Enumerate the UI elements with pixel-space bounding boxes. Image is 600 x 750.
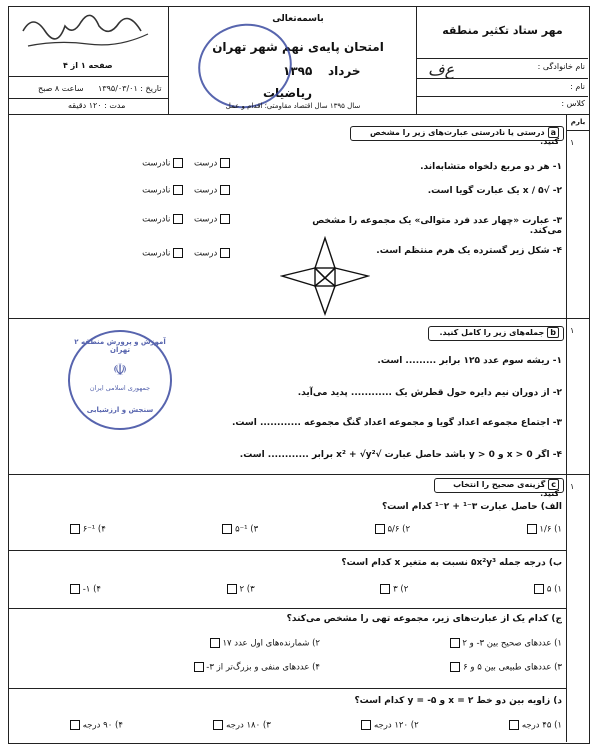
option-c4-1: ۱) ۴۵ درجه [521,720,562,731]
name-label: نام : [570,82,585,91]
choice-c4-2[interactable] [361,720,371,730]
true-label-3: درست [193,214,218,225]
exam-date: تاریخ : ۱۳۹۵/۰۳/۰۱ [98,84,162,93]
tf-row-2 [90,185,230,196]
ministry-stamp-bottom: سنجش و ارزشیابی [86,406,154,414]
copy-office-label: مهر ستاد تکثیر منطقه [442,24,563,37]
false-checkbox-1[interactable] [173,158,183,168]
pyramid-net-icon [280,236,370,316]
family-name-label: نام خانوادگی : [537,62,585,71]
option-c2-3: ۳) ۲ [239,584,255,595]
option-c4-3: ۳) ۱۸۰ درجه [226,720,271,731]
question-c4: د) زاویه بین دو خط x = ۲ و y = -۵ کدام است؟ [354,696,562,706]
ministry-stamp-sub: جمهوری اسلامی ایران [89,384,151,392]
true-checkbox-2[interactable] [220,185,230,195]
choice-c1-2[interactable] [375,524,385,534]
choice-c2-2[interactable] [380,584,390,594]
false-label-3: نادرست [142,214,171,225]
option-c1-2: ۲) ۵/۶ [387,524,411,535]
section-b-title-text: جمله‌های زیر را کامل کنید. [439,328,545,337]
exam-time: ساعت ۸ صبح [38,84,84,93]
score-column-header: بارم [570,118,586,126]
false-label-4: نادرست [142,248,171,259]
option-c3-3-row [340,662,562,673]
tf-row-3 [90,214,230,225]
true-checkbox-3[interactable] [220,214,230,224]
option-c4-2: ۲) ۱۲۰ درجه [373,720,419,731]
choice-c2-1[interactable] [534,584,544,594]
true-label-2: درست [193,185,218,196]
question-a1: ۱- هر دو مربع دلخواه متشابه‌اند. [420,162,562,172]
question-a3: ۳- عبارت «چهار عدد فرد متوالی» یک مجموعه را مشخص می‌کند. [312,216,562,236]
true-checkbox-1[interactable] [220,158,230,168]
option-c3-3: ۳) عددهای طبیعی بین ۵ و ۶ [463,662,562,673]
option-c3-2-row [100,638,320,649]
choice-c1-3[interactable] [222,524,232,534]
choice-c1-4[interactable] [70,524,80,534]
option-c2-4: ۴) ۱- [82,584,101,595]
choice-c2-3[interactable] [227,584,237,594]
ministry-stamp-top: آموزش و پرورش منطقه ۲ تهران [74,338,166,354]
exam-header [8,6,588,114]
emblem-icon: ☫ [112,360,128,379]
option-c1-3: ۳) ۵⁻¹ [235,524,259,535]
false-label-2: نادرست [142,185,171,196]
option-c3-2: ۲) شمارنده‌های اول عدد ۱۷ [222,638,320,649]
handwritten-family: ع‌ف [428,60,455,79]
section-b-mark: ۱ [570,326,575,335]
section-b-title: bجمله‌های زیر را کامل کنید. [428,326,564,341]
exam-subject: ریاضیات [263,86,312,100]
footnote: سال ۱۳۹۵ سال اقتصاد مقاومتی؛ اقدام و عمل [225,102,361,110]
option-c3-4: ۴) عددهای منفی و بزرگ‌تر از ۳- [206,662,320,673]
section-c-title: cگزینه‌ی صحیح را انتخاب کنید. [434,478,564,493]
question-a4: ۴- شکل زیر گسترده یک هرم منتظم است. [376,246,562,256]
question-b3: ۳- اجتماع مجموعه اعداد گویا و مجموعه اعداد گنگ مجموعه ............ است. [231,418,562,428]
exam-duration: مدت : ۱۲۰ دقیقه [68,101,126,110]
choice-c4-1[interactable] [509,720,519,730]
page-indicator: صفحه ۱ از ۴ [63,61,113,70]
options-c2 [70,584,562,595]
option-c4-4: ۴) ۹۰ درجه [82,720,123,731]
option-c2-1: ۱) ۵ [546,584,562,595]
option-c3-4-row [90,662,320,673]
choice-c3-2[interactable] [210,638,220,648]
true-label-4: درست [193,248,218,259]
options-c4 [70,720,562,731]
choice-c3-3[interactable] [450,662,460,672]
false-checkbox-4[interactable] [173,248,183,258]
exam-month: خرداد [328,64,361,78]
question-c3: ج) کدام یک از عبارت‌های زیر، مجموعه تهی را مشخص می‌کند؟ [286,614,562,624]
section-a-mark: ۱ [570,138,575,147]
option-c3-1: ۱) عددهای صحیح بین ۳- و ۲ [462,638,562,649]
question-b1: ۱- ریشه سوم عدد ۱۲۵ برابر ......... است. [377,356,562,366]
tf-row-4 [90,248,230,259]
ministry-stamp-icon [68,330,172,430]
class-label: کلاس : [561,99,585,108]
question-b2: ۲- از دوران نیم دایره حول قطرش یک ............ پدید می‌آید. [297,388,562,398]
false-label-1: نادرست [142,158,171,169]
true-checkbox-4[interactable] [220,248,230,258]
section-a-title: aدرستی یا نادرستی عبارت‌های زیر را مشخص کنید. [350,126,564,141]
false-checkbox-3[interactable] [173,214,183,224]
option-c1-1: ۱) ۱/۶ [539,524,562,535]
question-c1: الف) حاصل عبارت ۳⁻¹ + ۲⁻¹ کدام است؟ [381,502,562,512]
false-checkbox-2[interactable] [173,185,183,195]
true-label-1: درست [193,158,218,169]
bismillah: باسمه‌تعالی [272,14,324,24]
exam-year: ۱۳۹۵ [283,64,313,78]
tf-row-1 [90,158,230,169]
option-c2-2: ۲) ۳ [393,584,409,595]
section-c-mark: ۱ [570,482,575,491]
choice-c4-3[interactable] [213,720,223,730]
options-c1 [70,524,562,535]
choice-c2-4[interactable] [70,584,80,594]
option-c1-4: ۴) ۶⁻¹ [82,524,106,535]
choice-c1-1[interactable] [527,524,537,534]
section-a-title-text: درستی یا نادرستی عبارت‌های زیر را مشخص کنید. [370,128,559,146]
section-c-title-text: گزینه‌ی صحیح را انتخاب کنید. [453,480,559,498]
option-c3-1-row [340,638,562,649]
choice-c3-4[interactable] [194,662,204,672]
question-c2: ب) درجه جمله ۵x²y³ نسبت به متغیر x کدام است؟ [341,558,562,568]
exam-title: امتحان پایه‌ی نهم شهر تهران [212,40,384,54]
question-b4: ۴- اگر x > 0 و y > 0 باشد حاصل عبارت √x² + √y² برابر ............ است. [239,450,562,460]
question-a2: ۲- √x / ۵ یک عبارت گویا است. [427,186,562,196]
choice-c3-1[interactable] [450,638,460,648]
choice-c4-4[interactable] [70,720,80,730]
